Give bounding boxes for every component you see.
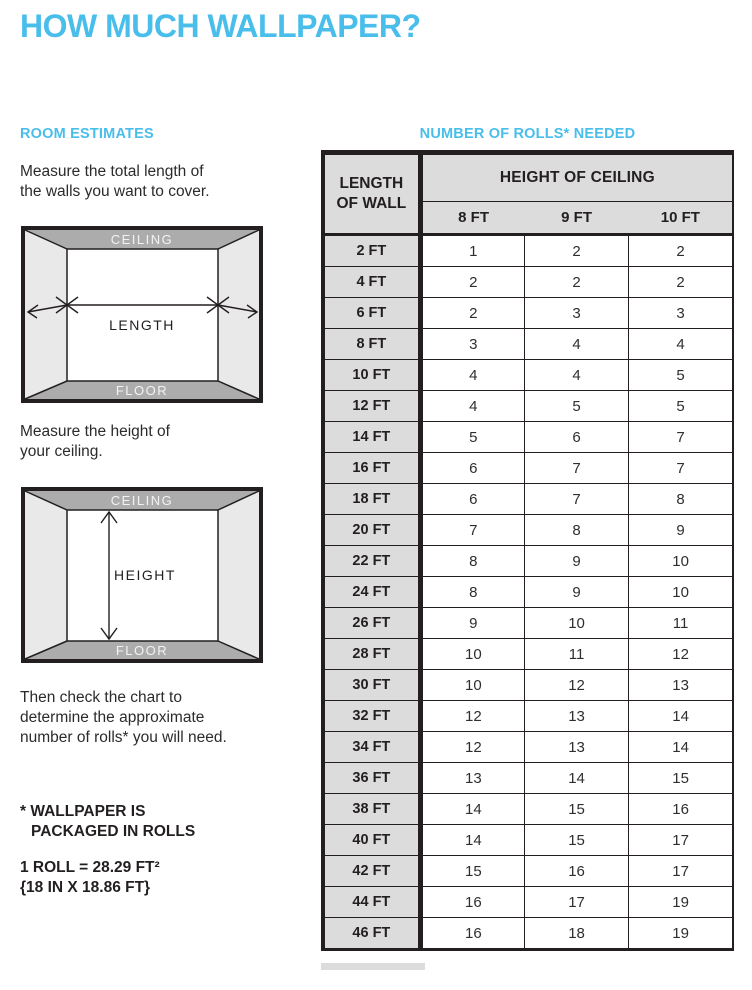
rolls-count-cell: 9 (524, 577, 628, 608)
length-of-wall-header (323, 153, 420, 235)
rolls-count-cell: 18 (524, 918, 628, 950)
rolls-count-cell: 13 (524, 701, 628, 732)
right-wall-plane (218, 491, 259, 659)
rolls-count-cell: 10 (524, 608, 628, 639)
rolls-count-cell: 6 (524, 422, 628, 453)
wall-length-cell: 6 FT (323, 298, 420, 329)
rolls-count-cell: 16 (420, 887, 524, 918)
rolls-count-cell: 1 (420, 235, 524, 267)
rolls-count-cell: 6 (420, 453, 524, 484)
wall-length-cell: 36 FT (323, 763, 420, 794)
rolls-count-cell: 9 (524, 546, 628, 577)
rolls-count-cell: 5 (524, 391, 628, 422)
rolls-count-cell: 6 (420, 484, 524, 515)
instruction-measure-height (20, 422, 170, 462)
table-row (323, 546, 733, 577)
rolls-count-cell: 13 (420, 763, 524, 794)
height-measure-label: HEIGHT (114, 567, 176, 583)
table-row (323, 608, 733, 639)
header-line: LENGTH (339, 175, 404, 192)
rolls-count-cell: 10 (420, 670, 524, 701)
rolls-count-cell: 15 (420, 856, 524, 887)
instruction-check-chart (20, 688, 227, 748)
rolls-needed-heading: NUMBER OF ROLLS* NEEDED (419, 126, 636, 142)
rolls-count-cell: 16 (420, 918, 524, 950)
rolls-count-cell: 9 (629, 515, 733, 546)
rolls-count-cell: 2 (629, 235, 733, 267)
table-row (323, 701, 733, 732)
table-row (323, 670, 733, 701)
ceiling-label: CEILING (110, 493, 174, 508)
table-row (323, 577, 733, 608)
rolls-count-cell: 19 (629, 918, 733, 950)
table-row (323, 391, 733, 422)
wall-length-cell: 14 FT (323, 422, 420, 453)
rolls-count-cell: 12 (629, 639, 733, 670)
back-wall-plane (67, 249, 218, 381)
rolls-count-cell: 15 (524, 825, 628, 856)
ceiling-10ft-header: 10 FT (629, 202, 733, 235)
table-row (323, 763, 733, 794)
wall-length-cell: 40 FT (323, 825, 420, 856)
page-title: HOW MUCH WALLPAPER? (20, 8, 421, 44)
length-measure-label: LENGTH (109, 317, 175, 333)
text-line: * WALLPAPER IS (20, 803, 146, 820)
wall-length-cell: 8 FT (323, 329, 420, 360)
left-wall-plane (25, 491, 67, 659)
room-estimates-heading: ROOM ESTIMATES (20, 126, 154, 142)
text-line: 1 ROLL = 28.29 FT² (20, 859, 160, 876)
text-line: {18 IN X 18.86 FT} (20, 879, 151, 896)
text-line: Measure the height of (20, 423, 170, 440)
table-row (323, 887, 733, 918)
wall-length-cell: 44 FT (323, 887, 420, 918)
floor-label: FLOOR (115, 643, 169, 658)
rolls-count-cell: 14 (420, 794, 524, 825)
rolls-count-cell: 12 (524, 670, 628, 701)
table-header (323, 153, 733, 235)
rolls-count-cell: 5 (629, 360, 733, 391)
table-row (323, 360, 733, 391)
wall-length-cell: 26 FT (323, 608, 420, 639)
wall-length-cell: 12 FT (323, 391, 420, 422)
height-of-ceiling-header: HEIGHT OF CEILING (420, 153, 733, 202)
rolls-count-cell: 12 (420, 701, 524, 732)
text-line: the walls you want to cover. (20, 183, 210, 200)
table-row (323, 515, 733, 546)
room-height-diagram (21, 487, 263, 663)
rolls-count-cell: 3 (420, 329, 524, 360)
rolls-count-cell: 14 (629, 732, 733, 763)
rolls-count-cell: 4 (420, 391, 524, 422)
instruction-measure-length (20, 162, 210, 202)
wall-length-cell: 32 FT (323, 701, 420, 732)
ceiling-8ft-header: 8 FT (420, 202, 524, 235)
table-row (323, 856, 733, 887)
text-line: your ceiling. (20, 443, 103, 460)
text-line: PACKAGED IN ROLLS (31, 823, 196, 840)
ceiling-label: CEILING (110, 232, 174, 247)
wall-length-cell: 22 FT (323, 546, 420, 577)
wall-length-cell: 28 FT (323, 639, 420, 670)
rolls-count-cell: 2 (524, 235, 628, 267)
rolls-count-cell: 15 (524, 794, 628, 825)
text-line: determine the approximate (20, 709, 205, 726)
wall-length-cell: 20 FT (323, 515, 420, 546)
table-row (323, 329, 733, 360)
rolls-count-cell: 17 (629, 856, 733, 887)
text-line: Then check the chart to (20, 689, 182, 706)
rolls-count-cell: 3 (524, 298, 628, 329)
rolls-count-cell: 8 (420, 577, 524, 608)
wall-length-cell: 38 FT (323, 794, 420, 825)
header-line: OF WALL (336, 195, 407, 212)
rolls-count-cell: 2 (524, 267, 628, 298)
rolls-count-cell: 13 (629, 670, 733, 701)
floor-label: FLOOR (115, 383, 169, 398)
rolls-count-cell: 17 (629, 825, 733, 856)
rolls-count-cell: 4 (524, 360, 628, 391)
rolls-count-cell: 17 (524, 887, 628, 918)
rolls-count-cell: 14 (524, 763, 628, 794)
ceiling-9ft-header: 9 FT (524, 202, 628, 235)
wall-length-cell: 2 FT (323, 235, 420, 267)
table-bottom-left-shading (321, 963, 425, 970)
rolls-count-cell: 7 (524, 484, 628, 515)
table-row (323, 422, 733, 453)
text-line: Measure the total length of (20, 163, 204, 180)
rolls-count-cell: 13 (524, 732, 628, 763)
wall-length-cell: 24 FT (323, 577, 420, 608)
text-line: number of rolls* you will need. (20, 729, 227, 746)
rolls-count-cell: 8 (420, 546, 524, 577)
rolls-count-cell: 15 (629, 763, 733, 794)
rolls-count-cell: 10 (420, 639, 524, 670)
table-row (323, 918, 733, 950)
table-row (323, 825, 733, 856)
wall-length-cell: 42 FT (323, 856, 420, 887)
table-row (323, 732, 733, 763)
roll-size-info (20, 858, 160, 898)
table-row (323, 639, 733, 670)
table-row (323, 794, 733, 825)
rolls-count-cell: 5 (420, 422, 524, 453)
rolls-count-cell: 3 (629, 298, 733, 329)
wall-length-cell: 10 FT (323, 360, 420, 391)
rolls-count-cell: 9 (420, 608, 524, 639)
rolls-count-cell: 5 (629, 391, 733, 422)
wall-length-cell: 16 FT (323, 453, 420, 484)
table-row (323, 298, 733, 329)
rolls-count-cell: 7 (420, 515, 524, 546)
table-row (323, 484, 733, 515)
rolls-count-cell: 10 (629, 546, 733, 577)
rolls-count-cell: 2 (420, 298, 524, 329)
wallpaper-rolls-footnote (20, 802, 195, 842)
rolls-needed-table (321, 150, 734, 951)
rolls-count-cell: 4 (524, 329, 628, 360)
wall-length-cell: 30 FT (323, 670, 420, 701)
wall-length-cell: 34 FT (323, 732, 420, 763)
rolls-count-cell: 2 (629, 267, 733, 298)
wall-length-cell: 46 FT (323, 918, 420, 950)
rolls-count-cell: 4 (629, 329, 733, 360)
rolls-count-cell: 14 (629, 701, 733, 732)
table-body (323, 235, 733, 950)
rolls-count-cell: 10 (629, 577, 733, 608)
table-row (323, 453, 733, 484)
wall-length-cell: 4 FT (323, 267, 420, 298)
rolls-count-cell: 14 (420, 825, 524, 856)
wall-length-cell: 18 FT (323, 484, 420, 515)
table-row (323, 235, 733, 267)
rolls-table-container (321, 150, 734, 951)
rolls-count-cell: 19 (629, 887, 733, 918)
rolls-count-cell: 7 (629, 453, 733, 484)
rolls-count-cell: 2 (420, 267, 524, 298)
room-length-diagram (21, 226, 263, 403)
rolls-count-cell: 7 (629, 422, 733, 453)
rolls-count-cell: 7 (524, 453, 628, 484)
rolls-count-cell: 4 (420, 360, 524, 391)
rolls-count-cell: 16 (524, 856, 628, 887)
rolls-count-cell: 12 (420, 732, 524, 763)
rolls-count-cell: 11 (629, 608, 733, 639)
rolls-count-cell: 8 (629, 484, 733, 515)
rolls-count-cell: 8 (524, 515, 628, 546)
rolls-count-cell: 16 (629, 794, 733, 825)
table-row (323, 267, 733, 298)
rolls-count-cell: 11 (524, 639, 628, 670)
